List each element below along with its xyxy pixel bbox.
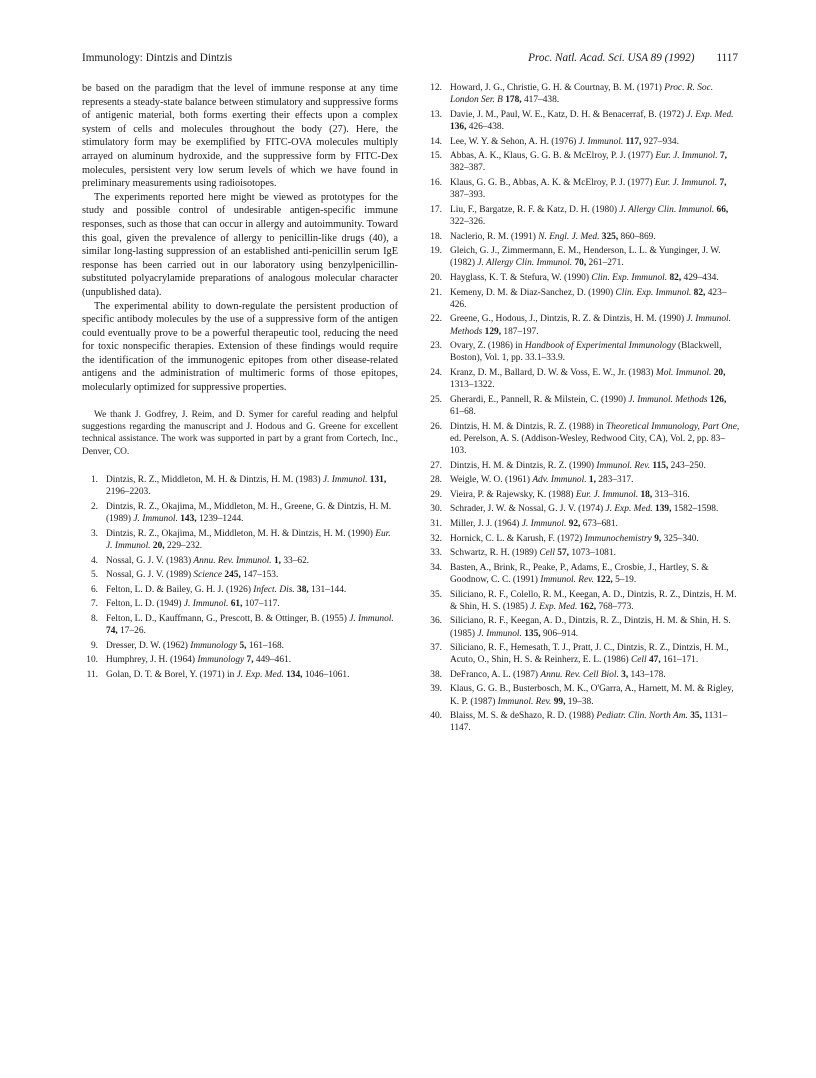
reference-text (106, 669, 398, 681)
reference-pages: 5–19. (615, 574, 637, 585)
reference-number: 35. (430, 589, 442, 600)
reference-authors: Miller, J. J. (1964) (450, 518, 520, 529)
reference-journal: Immunology (190, 640, 238, 651)
reference-text (450, 710, 740, 734)
reference-number: 3. (90, 528, 98, 539)
reference-text (450, 518, 740, 530)
reference-pages: 33–62. (283, 555, 310, 566)
reference-text (450, 136, 740, 148)
reference-number: 33. (430, 548, 442, 559)
reference-item (82, 528, 398, 552)
reference-text (450, 204, 740, 228)
reference-text (450, 313, 740, 337)
reference-volume: 7, (719, 151, 727, 162)
reference-volume: 99, (553, 696, 566, 707)
reference-item (426, 533, 740, 545)
reference-item (426, 421, 740, 458)
reference-pages: 147–153. (243, 570, 279, 581)
reference-item (82, 555, 398, 567)
reference-text (450, 589, 740, 613)
reference-pages: 313–316. (654, 489, 690, 500)
reference-text (106, 569, 398, 581)
reference-pages: 161–168. (248, 640, 284, 651)
reference-authors: Kranz, D. M., Ballard, D. W. & Voss, E. W., Jr. (1983) (450, 367, 654, 378)
reference-pages: 131–144. (311, 584, 347, 595)
reference-journal: J. Exp. Med. (530, 601, 578, 612)
reference-text (450, 82, 740, 106)
reference-authors: Klaus, G. G. B., Busterbosch, M. K., O'Garra, A., Harnett, M. M. & Rigley, K. P. (1987) (450, 684, 734, 707)
reference-number: 36. (430, 616, 442, 627)
reference-journal: Cell (539, 548, 555, 559)
reference-volume: 245, (224, 570, 241, 581)
reference-volume: 115, (652, 460, 669, 471)
reference-pages: ed. Perelson, A. S. (Addison-Wesley, Redwood City, CA), Vol. 2, pp. 83–103. (450, 433, 726, 456)
reference-pages: 2196–2203. (106, 487, 151, 498)
reference-text (450, 642, 740, 666)
reference-volume: 325, (601, 231, 619, 242)
reference-item (426, 313, 740, 337)
reference-pages: 283–317. (598, 475, 634, 486)
reference-text (450, 340, 740, 364)
reference-text (106, 598, 398, 610)
reference-item (426, 367, 740, 391)
reference-text (106, 501, 398, 525)
reference-pages: 382–387. (450, 163, 486, 174)
reference-authors: Dintzis, H. M. & Dintzis, R. Z. (1988) in (450, 421, 604, 432)
reference-volume: 136, (450, 122, 467, 132)
header-page-number: 1117 (716, 52, 738, 64)
reference-number: 27. (430, 460, 442, 471)
reference-number: 7. (90, 599, 98, 610)
reference-journal: Clin. Exp. Immunol. (615, 287, 692, 298)
acknowledgment: We thank J. Godfrey, J. Reim, and D. Symer for careful reading and helpful suggestions regarding the manuscript and J. Hodous and G. Greene for excellent technical assistance. The work was supported in part by a grant from Cortech, Inc., Denver, CO. (82, 409, 398, 457)
reference-list-left (82, 474, 398, 681)
reference-journal: J. Immunol. (183, 599, 229, 610)
reference-journal: Eur. J. Immunol. (655, 151, 718, 162)
reference-number: 8. (90, 614, 98, 625)
reference-number: 16. (430, 177, 442, 188)
reference-number: 15. (430, 151, 442, 162)
reference-number: 22. (430, 314, 442, 325)
reference-item (426, 177, 740, 201)
reference-volume: 61, (230, 599, 243, 610)
reference-journal: Immunol. Rev. (497, 696, 552, 707)
reference-journal: J. Immunol. Methods (450, 314, 731, 337)
reference-pages: 906–914. (542, 628, 579, 639)
reference-pages: 243–250. (670, 460, 706, 471)
reference-journal: Science (193, 570, 223, 581)
reference-item (82, 654, 398, 666)
reference-pages: 1582–1598. (673, 504, 719, 515)
reference-item (426, 136, 740, 148)
reference-journal: Eur. J. Immunol. (575, 489, 639, 500)
reference-journal: Infect. Dis. (253, 584, 295, 595)
reference-number: 5. (90, 570, 98, 581)
reference-journal: J. Exp. Med. (686, 109, 734, 120)
reference-item (426, 710, 740, 734)
reference-text (450, 367, 740, 391)
reference-number: 26. (430, 421, 442, 432)
reference-pages: 768–773. (598, 601, 634, 612)
reference-volume: 18, (640, 489, 653, 500)
reference-pages: 107–117. (244, 599, 280, 610)
reference-item (82, 598, 398, 610)
reference-item (426, 615, 740, 639)
reference-number: 31. (430, 518, 442, 529)
reference-authors: Dintzis, R. Z., Okajima, M., Middleton, M. H., Greene, G. & Dintzis, H. M. (1989) (106, 502, 392, 525)
reference-authors: Vieira, P. & Rajewsky, K. (1988) (450, 489, 574, 500)
reference-volume: 70, (574, 258, 587, 269)
reference-authors: Nossal, G. J. V. (1989) (106, 570, 192, 581)
reference-journal: Pediatr. Clin. North Am. (596, 711, 688, 722)
reference-volume: 135, (524, 628, 541, 639)
reference-text (450, 562, 740, 586)
reference-pages: 426–438. (468, 122, 504, 132)
reference-authors: Ovary, Z. (1986) in (450, 341, 523, 352)
reference-volume: 47, (648, 655, 661, 666)
reference-volume: 20, (713, 367, 726, 378)
right-column (426, 82, 740, 737)
reference-text (106, 654, 398, 666)
reference-number: 32. (430, 533, 442, 544)
reference-pages: 1313–1322. (450, 380, 495, 391)
reference-text (450, 245, 740, 269)
reference-item (426, 340, 740, 364)
reference-volume: 3, (621, 669, 629, 680)
reference-number: 28. (430, 475, 442, 486)
reference-authors: DeFranco, A. L. (1987) (450, 669, 538, 680)
reference-item (426, 547, 740, 559)
reference-journal: Immunol. Rev. (540, 574, 594, 585)
header-section-title: Immunology: Dintzis and Dintzis (82, 52, 233, 64)
reference-pages: 423–426. (450, 287, 727, 310)
reference-item (426, 642, 740, 666)
reference-journal: Annu. Rev. Cell Biol. (540, 669, 619, 680)
reference-authors: Gherardi, E., Pannell, R. & Milstein, C. (1990) (450, 394, 627, 405)
reference-volume: 82, (669, 272, 682, 283)
reference-number: 1. (90, 475, 98, 486)
reference-number: 9. (90, 640, 98, 651)
reference-text (450, 421, 740, 458)
reference-number: 40. (430, 711, 442, 722)
reference-item (426, 460, 740, 472)
reference-item (82, 501, 398, 525)
reference-text (450, 615, 740, 639)
reference-journal: J. Immunol. Methods (628, 394, 708, 405)
reference-volume: 126, (709, 394, 727, 405)
reference-number: 25. (430, 394, 442, 405)
reference-journal: J. Immunol. (578, 136, 624, 147)
reference-volume: 143, (180, 514, 197, 525)
reference-authors: Klaus, G. G. B., Abbas, A. K. & McElroy, P. J. (1977) (450, 177, 653, 188)
reference-text (450, 503, 740, 515)
reference-text (450, 460, 740, 472)
reference-journal: Proc. R. Soc. London Ser. B (450, 83, 714, 106)
reference-authors: Hornick, C. L. & Karush, F. (1972) (450, 533, 583, 544)
reference-journal: Eur. J. Immunol. (106, 528, 391, 552)
reference-number: 34. (430, 562, 442, 573)
reference-journal: Theoretical Immunology, Part One, (605, 421, 740, 432)
reference-text (450, 547, 740, 559)
reference-pages: 161–171. (663, 655, 699, 666)
reference-pages: 261–271. (588, 258, 624, 269)
reference-volume: 7, (719, 177, 727, 188)
reference-volume: 92, (568, 518, 581, 529)
reference-authors: Basten, A., Brink, R., Peake, P., Adams, E., Crosbie, J., Hartley, S. & Goodnow, C. C. (1991) (450, 562, 709, 585)
reference-journal: Immunology (197, 655, 245, 666)
reference-authors: Abbas, A. K., Klaus, G. G. B. & McElroy, P. J. (1977) (450, 151, 654, 162)
reference-authors: Siliciano, R. F., Colello, R. M., Keegan, A. D., Dintzis, R. Z., Dintzis, H. M. & Shin, H. S. (1985) (450, 589, 737, 612)
reference-authors: Gleich, G. J., Zimmermann, E. M., Henderson, L. L. & Yunginger, J. W. (1982) (450, 246, 721, 269)
reference-item (426, 245, 740, 269)
reference-journal: J. Exp. Med. (236, 670, 284, 681)
reference-pages: 1046–1061. (304, 670, 350, 681)
reference-authors: Siliciano, R. F., Hemesath, T. J., Pratt, J. C., Dintzis, R. Z., Dintzis, H. M., Acuto, O., Shin, H. S. & Reinherz, E. L. (1986) (450, 643, 729, 666)
reference-authors: Dintzis, R. Z., Middleton, M. H. & Dintzis, H. M. (1983) (106, 475, 321, 486)
reference-text (106, 640, 398, 652)
reference-number: 18. (430, 231, 442, 242)
reference-item (426, 204, 740, 228)
reference-text (450, 272, 740, 284)
running-header (82, 52, 738, 68)
reference-text (106, 528, 398, 552)
reference-authors: Hayglass, K. T. & Stefura, W. (1990) (450, 272, 589, 283)
reference-journal: J. Immunol. (322, 475, 368, 486)
reference-text (450, 669, 740, 681)
reference-number: 13. (430, 109, 442, 120)
reference-journal: J. Immunol. (521, 518, 567, 529)
reference-authors: Kemeny, D. M. & Diaz-Sanchez, D. (1990) (450, 287, 614, 298)
reference-journal: Mol. Immunol. (655, 367, 712, 378)
reference-volume: 122, (596, 574, 613, 585)
reference-number: 37. (430, 643, 442, 654)
reference-authors: Liu, F., Bargatze, R. F. & Katz, D. H. (1980) (450, 204, 618, 215)
reference-text (450, 489, 740, 501)
reference-authors: Schwartz, R. H. (1989) (450, 548, 537, 559)
reference-item (82, 613, 398, 637)
reference-authors: Weigle, W. O. (1961) (450, 475, 530, 486)
reference-text (450, 683, 740, 707)
reference-volume: 82, (693, 287, 706, 298)
reference-item (426, 474, 740, 486)
reference-volume: 74, (106, 626, 118, 637)
reference-item (426, 518, 740, 530)
reference-authors: Naclerio, R. M. (1991) (450, 231, 536, 242)
reference-journal: Immunol. Rev. (596, 460, 651, 471)
reference-authors: Golan, D. T. & Borel, Y. (1971) in (106, 670, 235, 681)
reference-number: 12. (430, 83, 442, 93)
reference-journal: Cell (630, 655, 647, 666)
reference-authors: Felton, L. D. (1949) (106, 599, 182, 610)
reference-number: 23. (430, 341, 442, 352)
reference-text (450, 287, 740, 311)
reference-item (426, 109, 740, 133)
reference-journal: J. Exp. Med. (605, 504, 653, 515)
reference-item (426, 150, 740, 174)
reference-number: 29. (430, 489, 442, 500)
reference-volume: 9, (654, 533, 662, 544)
reference-authors: Dintzis, R. Z., Okajima, M., Middleton, M. H. & Dintzis, H. M. (1990) (106, 528, 373, 539)
reference-volume: 162, (579, 601, 597, 612)
reference-text (106, 474, 398, 498)
reference-number: 6. (90, 584, 98, 595)
body-paragraph: The experiments reported here might be viewed as prototypes for the study and possible control of undesirable antigen-specific immune responses, such as those that can occur in allergy and autoimmunity. Toward this goal, given the prevalence of allergy to penicillin-like drugs (40), a similar long-lasting suppression of an established anti-penicillin serum IgE response has been carried out in our laboratory using benzylpenicillin-substituted polyacrylamide preparations of analogous molecular character (unpublished data). (82, 191, 398, 298)
reference-pages: 325–340. (663, 533, 699, 544)
reference-journal: N. Engl. J. Med. (538, 231, 600, 242)
reference-text (450, 533, 740, 545)
header-journal: Proc. Natl. Acad. Sci. USA 89 (1992) (528, 52, 695, 64)
reference-authors: Greene, G., Hodous, J., Dintzis, R. Z. & Dintzis, H. M. (1990) (450, 314, 685, 325)
reference-authors: Humphrey, J. H. (1964) (106, 655, 195, 666)
reference-volume: 129, (484, 326, 502, 337)
reference-volume: 117, (625, 136, 642, 147)
reference-item (426, 82, 740, 106)
reference-number: 39. (430, 684, 442, 695)
body-paragraph: The experimental ability to down-regulate the persistent production of specific antibody molecules by the use of a suppressive form of the antigen could eventually prove to be a powerful therapeutic tool, reducing the need for toxic nonspecific therapies. Extension of these findings would require the identification of the immunogenic epitopes from other disease-related antigens and the administration of multimeric forms of those epitopes, molecularly optimized for suppressive properties. (82, 300, 398, 394)
reference-text (106, 584, 398, 596)
reference-text (450, 150, 740, 174)
reference-pages: 229–232. (166, 541, 203, 552)
reference-pages: 417–438. (523, 95, 560, 106)
reference-pages: 1131–1147. (450, 711, 728, 734)
reference-pages: 449–461. (255, 655, 292, 666)
reference-number: 30. (430, 504, 442, 515)
reference-volume: 1, (588, 475, 596, 486)
reference-pages: 61–68. (450, 406, 476, 417)
reference-pages: 17–26. (120, 626, 146, 637)
reference-text (450, 394, 740, 418)
reference-authors: Blaiss, M. S. & deShazo, R. D. (1988) (450, 711, 595, 722)
reference-item (426, 272, 740, 284)
reference-pages: 322–326. (450, 216, 486, 227)
reference-volume: 20, (152, 541, 165, 552)
reference-item (426, 503, 740, 515)
reference-volume: 1, (273, 555, 281, 566)
reference-number: 14. (430, 136, 442, 147)
reference-number: 24. (430, 367, 442, 378)
reference-item (426, 287, 740, 311)
reference-journal: Eur. J. Immunol. (654, 177, 718, 188)
reference-journal: Immunochemistry (584, 533, 652, 544)
reference-item (82, 669, 398, 681)
reference-authors: Siliciano, R. F., Keegan, A. D., Dintzis, R. Z., Dintzis, H. M. & Shin, H. S. (1985) (450, 616, 731, 639)
reference-item (426, 562, 740, 586)
reference-item (82, 569, 398, 581)
reference-volume: 5, (239, 640, 247, 651)
reference-number: 4. (90, 555, 98, 566)
reference-authors: Nossal, G. J. V. (1983) (106, 555, 192, 566)
reference-volume: 66, (716, 204, 729, 215)
reference-authors: Dintzis, H. M. & Dintzis, R. Z. (1990) (450, 460, 595, 471)
reference-pages: 860–869. (620, 231, 656, 242)
reference-journal: Handbook of Experimental Immunology (524, 341, 676, 352)
reference-number: 38. (430, 669, 442, 680)
header-journal-page (528, 52, 738, 64)
reference-item (82, 640, 398, 652)
reference-number: 19. (430, 246, 442, 257)
reference-journal: Adv. Immunol. (532, 475, 587, 486)
reference-text (450, 474, 740, 486)
reference-item (426, 589, 740, 613)
reference-item (426, 489, 740, 501)
reference-journal: Annu. Rev. Immunol. (193, 555, 272, 566)
reference-journal: J. Allergy Clin. Immunol. (619, 204, 715, 215)
reference-authors: Dresser, D. W. (1962) (106, 640, 188, 651)
reference-authors: Lee, W. Y. & Sehon, A. H. (1976) (450, 136, 577, 147)
reference-item (426, 669, 740, 681)
reference-pages: 19–38. (567, 696, 594, 707)
reference-authors: Schrader, J. W. & Nossal, G. J. V. (1974) (450, 504, 604, 515)
reference-pages: 927–934. (643, 136, 679, 147)
reference-pages: 143–178. (630, 669, 666, 680)
reference-item (426, 683, 740, 707)
reference-number: 21. (430, 287, 442, 298)
reference-pages: 1073–1081. (571, 548, 616, 559)
reference-authors: Felton, L. D., Kauffmann, G., Prescott, B. & Ottinger, B. (1955) (106, 614, 347, 625)
reference-number: 20. (430, 272, 442, 283)
reference-volume: 131, (369, 475, 387, 486)
body-paragraph: be based on the paradigm that the level of immune response at any time represents a steady-state balance between stimulatory and suppressive forms of antigenic material, both forms exerting their effects upon a complex system of cells and molecules throughout the body (27). Here, the stimulatory form may be exemplified by FITC-OVA molecules multiply arrayed on aluminum hydroxide, and the suppressive form by FITC-Dex molecules, persistent very low serum levels of which we have found in preliminary measurements using radioisotopes. (82, 83, 398, 190)
reference-authors: Howard, J. G., Christie, G. H. & Courtnay, B. M. (1971) (450, 83, 662, 93)
reference-text (106, 555, 398, 567)
reference-authors: Felton, L. D. & Bailey, G. H. J. (1926) (106, 584, 251, 595)
reference-journal: Clin. Exp. Immunol. (591, 272, 668, 283)
reference-text (106, 613, 398, 637)
reference-text (450, 177, 740, 201)
left-column (82, 82, 398, 684)
reference-volume: 7, (246, 655, 254, 666)
reference-pages: 673–681. (582, 518, 618, 529)
reference-pages: 429–434. (683, 272, 719, 283)
reference-number: 17. (430, 204, 442, 215)
reference-volume: 38, (297, 584, 309, 595)
reference-text (450, 231, 740, 243)
reference-list-right (426, 82, 740, 735)
reference-volume: 57, (557, 548, 569, 559)
reference-journal: J. Immunol. (477, 628, 522, 639)
reference-volume: 35, (690, 711, 702, 722)
reference-text (450, 109, 740, 133)
reference-volume: 178, (505, 95, 522, 106)
reference-number: 11. (86, 670, 98, 681)
reference-pages: 187–197. (503, 326, 539, 337)
reference-item (426, 394, 740, 418)
reference-pages: 387–393. (450, 190, 486, 201)
reference-authors: Davie, J. M., Paul, W. E., Katz, D. H. & Benacerraf, B. (1972) (450, 109, 685, 120)
reference-item (82, 474, 398, 498)
reference-journal: J. Allergy Clin. Immunol. (477, 258, 573, 269)
reference-item (426, 231, 740, 243)
reference-number: 10. (86, 655, 98, 666)
reference-item (82, 584, 398, 596)
reference-pages: (Blackwell, Boston), Vol. 1, pp. 33.1–33.9. (450, 341, 722, 364)
reference-journal: J. Immunol. (349, 614, 394, 625)
reference-volume: 139, (655, 504, 672, 515)
reference-number: 2. (90, 502, 98, 513)
reference-journal: J. Immunol. (133, 514, 178, 525)
reference-volume: 134, (286, 670, 303, 681)
reference-pages: 1239–1244. (198, 514, 244, 525)
